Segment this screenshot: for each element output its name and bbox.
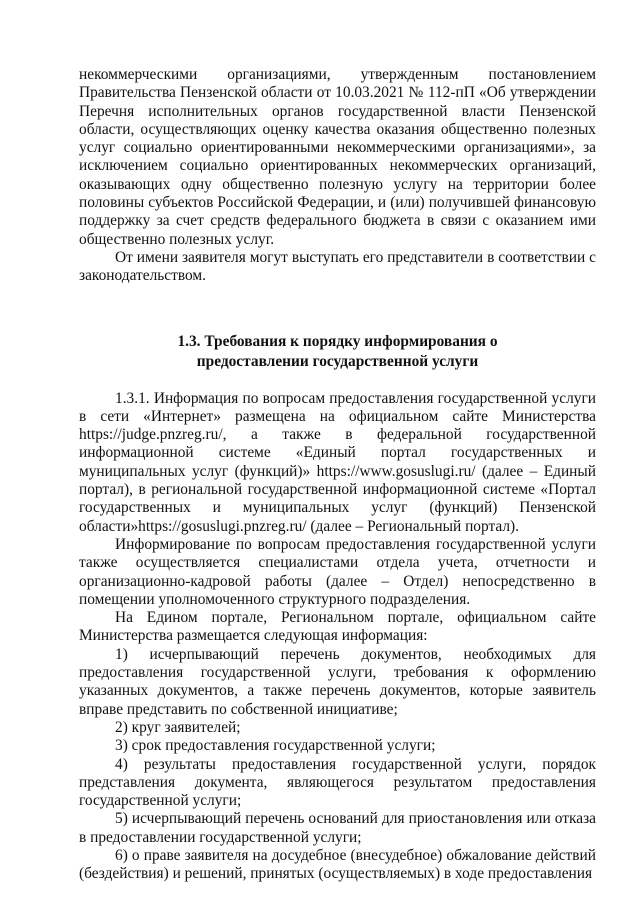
list-item-3: 3) срок предоставления государственной услуги; bbox=[115, 737, 436, 755]
list-item-1: 1) исчерпывающий перечень документов, необходимых для предоставления государственной услуги, требования к оформлению указанных документов, а также перечень документов, которые заявитель вправе представить по собственной инициативе; bbox=[79, 645, 596, 718]
heading-spacer bbox=[79, 372, 596, 390]
section-heading-line-1: 1.3. Требования к порядку информирования о bbox=[177, 332, 498, 350]
list-item-5: 5) исчерпывающий перечень оснований для приостановления или отказа в предоставлении государственной услуги; bbox=[79, 810, 596, 846]
paragraph-informing: Информирование по вопросам предоставления государственной услуги также осуществляется специалистами отдела учета, отчетности и организационно-кадровой работы (далее – Отдел) непосредственно в помещении уполномоченного структурного подразделения. bbox=[79, 535, 596, 608]
paragraph-1-3-1: 1.3.1. Информация по вопросам предоставления государственной услуги в сети «Интернет» размещена на официальном сайте Министерства https://judge.pnzreg.ru/, а также в федеральной государственной информационной системе «Единый портал государственных и муниципальных услуг (функций)» https://www.gosuslugi.ru/ (далее – Единый портал), в региональной государственной информационной системе «Портал государственных и муниципальных услуг (функций) Пензенской области»https://gosuslugi.pnzreg.ru/ (далее – Региональный портал). bbox=[79, 389, 596, 535]
document-page bbox=[79, 66, 596, 884]
section-heading-line-2: предоставлении государственной услуги bbox=[196, 352, 479, 370]
list-item-2: 2) круг заявителей; bbox=[115, 718, 241, 736]
list-item-4: 4) результаты предоставления государственной услуги, порядок представления документа, являющегося результатом предоставления государственной услуги; bbox=[79, 755, 596, 810]
list-item-6: 6) о праве заявителя на досудебное (внесудебное) обжалование действий (бездействия) и решений, принятых (осуществляемых) в ходе предоставления bbox=[79, 846, 596, 883]
paragraph-portal-info: На Едином портале, Региональном портале, официальном сайте Министерства размещается следующая информация: bbox=[79, 609, 596, 645]
section-spacer bbox=[79, 286, 596, 332]
paragraph-representatives: От имени заявителя могут выступать его представители в соответствии с законодательством. bbox=[79, 248, 596, 285]
paragraph-continuation: некоммерческими организациями, утвержденным постановлением Правительства Пензенской области от 10.03.2021 № 112-пП «Об утверждении Перечня исполнительных органов государственной власти Пензенской области, осуществляющих оценку качества оказания общественно полезных услуг социально ориентированными некоммерческими организациями», за исключением социально ориентированных некоммерческих организаций, оказывающих одну общественно полезную услугу на территории более половины субъектов Российской Федерации, и (или) получившей финансовую поддержку за счет средств федерального бюджета в связи с оказанием ими общественно полезных услуг. bbox=[79, 66, 596, 248]
section-heading bbox=[79, 332, 596, 372]
